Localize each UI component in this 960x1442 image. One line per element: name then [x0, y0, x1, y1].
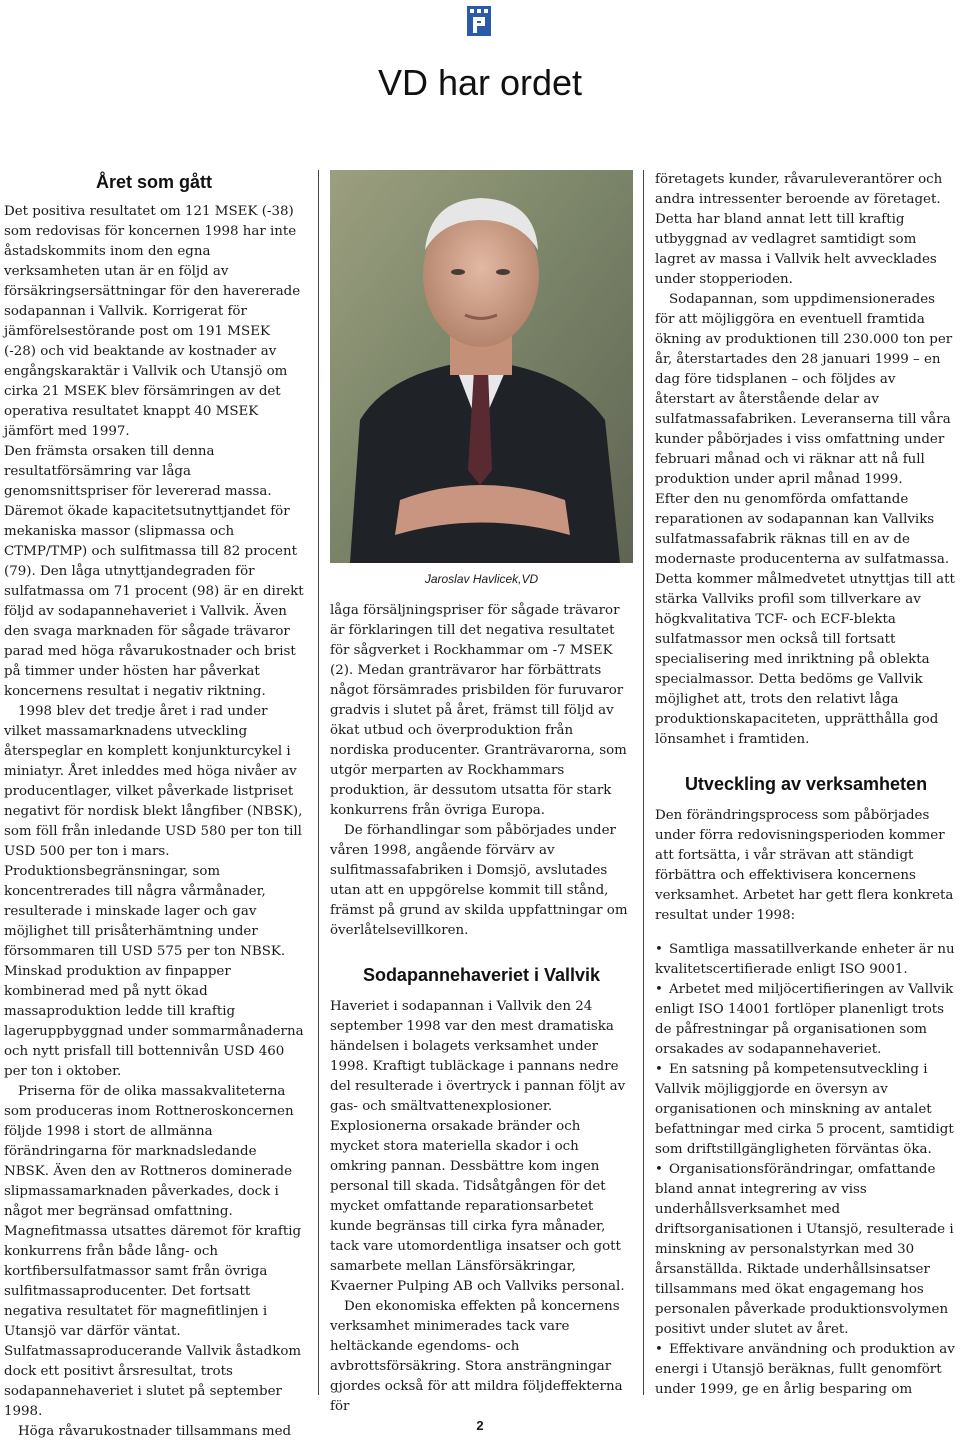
paragraph: Haveriet i sodapannan i Vallvik den 24 september 1998 var den mest dramatiska händelsen i bolagets verksamhet under 1998. Kraftigt tubläckage i pannans nedre del resulterade i övertryck i pannan följt av gas- och smältvattenexplosioner. Explosionerna orsakade bränder och mycket stora materiella skador i och omkring pannan. Dessbättre kom ingen personal till skada. Tidsåtgången för det mycket omfattande reparationsarbetet kunde begränsas till cirka fyra månader, tack vare utomordentliga insatser och gott samarbete mellan Länsförsäkringar, Kvaerner Pulping AB och Vallviks personal.: [330, 999, 626, 1294]
list-item: • En satsning på kompetensutveckling i Vallvik möjliggjorde en översyn av organisationen och minskning av antalet befattningar med cirka 5 procent, samtidigt som driftstillgängligheten förväntas öka.: [655, 1060, 957, 1160]
paragraph: låga försäljningspriser för sågade trävaror är förklaringen till det negativa resultatet för sågverket i Rockhammar om -7 MSEK (2). Medan granträvaror har förbättrats något försämrades prisbilden för furuvaror gradvis i slutet på året, främst till följd av ökat utbud och överproduktion från nordiska producenter. Granträvarorna, som utgör merparten av Rockhammars produktion, är dessutom utsatta för stark konkurrens från övriga Europa.: [330, 603, 627, 818]
section-heading-aret-som-gatt: Året som gått: [95, 172, 212, 192]
column-divider: [643, 170, 644, 1395]
company-logo: [467, 6, 491, 36]
paragraph: Det positiva resultatet om 121 MSEK (-38) som redovisas för koncernen 1998 har inte åstadskommits inom den egna verksamheten utan är en följd av försäkringsersättningar för den havererade sodapannan i Vallvik. Korrigerat för jämförelsestörande post om 191 MSEK (-28) och vid beaktande av kostnader av engångskaraktär i Vallvik och Utansjö om cirka 21 MSEK blev försämringen av det operativa resultatet knappt 40 MSEK jämfört med 1997.: [4, 204, 301, 439]
paragraph: Sodapannan, som uppdimensionerades för att möjliggöra en eventuell framtida ökning av produktionen till 230.000 ton per år, återstartades den 28 januari 1999 – en dag före tidsplanen – och följdes av återstart av återstående delar av sulfatmassafabriken. Leveranserna till våra kunder påbörjades i viss omfattning under februari månad och vi räknar att nå full produktion under april månad 1999.: [655, 292, 953, 487]
paragraph: Den förändringsprocess som påbörjades under förra redovisningsperioden kommer att fortsätta, i vår strävan att ständigt förbättra och effektivisera koncernens verksamhet. Arbetet har gett flera konkreta resultat under 1998:: [655, 808, 954, 923]
column-3: [655, 170, 957, 1400]
page-title: VD har ordet: [377, 62, 583, 103]
paragraph: De förhandlingar som påbörjades under våren 1998, angående förvärv av sulfitmassafabriken i Domsjö, avslutades utan att en uppgörelse kommit till stånd, främst på grund av skilda uppfattningar om överlåtelsevillkoren.: [330, 823, 628, 938]
paragraph: Den ekonomiska effekten på koncernens verksamhet minimerades tack vare heltäckande egendoms- och avbrottsförsäkring. Stora ansträngningar gjordes också för att mildra följdeffekterna för: [330, 1299, 623, 1414]
photo-caption: Jaroslav Havlicek,VD: [424, 572, 539, 586]
list-item: • Samtliga massatillverkande enheter är nu kvalitetscertifierade enligt ISO 9001.: [655, 940, 957, 980]
paragraph: Efter den nu genomförda omfattande reparationen av sodapannan kan Vallviks sulfatmassafabrik räknas till en av de modernaste producenterna av sulfatmassa. Detta kommer målmedvetet utnyttjas till att stärka Vallviks profil som tillverkare av högkvalitativa TCF- och ECF-blekta sulfatmassor men också till fortsatt specialisering med inriktning på oblekta specialmassor. Detta bedöms ge Vallvik möjlighet att, trots den relativt låga produktionskapaciteten, upprätthålla god lönsamhet i framtiden.: [655, 492, 955, 747]
column-1: [4, 170, 304, 1442]
section-heading-utveckling: Utveckling av verksamheten: [684, 774, 928, 794]
bullet-list: [655, 940, 957, 1400]
paragraph: 1998 blev det tredje året i rad under vilket massamarknadens utveckling återspeglar en komplett konjunkturcykel i miniatyr. Året inleddes med höga nivåer av producentlager, vilket påverkade listpriset negativt för nordisk blekt långfiber (NBSK), som föll från inledande USD 580 per ton till USD 500 per ton i mars. Produktionsbegränsningar, som koncentrerades till några vårmånader, resulterade i minskade lager och gav möjlighet till prisåterhämtning under försommaren till USD 575 per ton NBSK. Minskad produktion av finpapper kombinerad med på nytt ökad massaproduktion ledde till kraftig lageruppbyggnad under sommarmånaderna och nytt prisfall till bottennivån USD 460 per ton i oktober.: [4, 704, 304, 1079]
list-item: • Effektivare användning och produktion av energi i Utansjö beräknas, fullt genomfört under 1999, ge en årlig besparing om: [655, 1340, 957, 1400]
paragraph: Höga råvarukostnader tillsammans med: [18, 1424, 292, 1439]
paragraph: företagets kunder, råvaruleverantörer och andra intressenter beroende av företaget. Detta har bland annat lett till kraftig utbyggnad av vedlagret samtidigt som lagret av massa i Vallvik helt avvecklades under stopperioden.: [655, 172, 943, 287]
portrait-photo: [330, 170, 633, 563]
list-item: • Arbetet med miljöcertifieringen av Vallvik enligt ISO 14001 fortlöper planenligt trots de påfrestningar på organisationen som orsakades av sodapannehaveriet.: [655, 980, 957, 1060]
column-2: [330, 170, 633, 1417]
page-number: 2: [476, 1418, 484, 1433]
list-item: • Organisationsförändringar, omfattande bland annat integrering av viss underhållsverksamhet med driftsorganisationen i Utansjö, resulterade i minskning av personalstyrkan med 30 årsanställda. Riktade underhållsinsatser tillsammans med ökat engagemang hos personalen påverkade produktionsvolymen positivt under slutet av året.: [655, 1160, 957, 1340]
section-heading-sodapannehaveriet: Sodapannehaveriet i Vallvik: [362, 965, 601, 985]
column-divider: [318, 170, 319, 1395]
paragraph: Priserna för de olika massakvaliteterna som produceras inom Rottneroskoncernen följde 1998 i stort de allmänna förändringarna för marknadsledande NBSK. Även den av Rottneros dominerade slipmassamarknaden påverkades, dock i något mer begränsad omfattning. Magnefitmassa utsattes däremot för kraftig konkurrens från både lång- och kortfibersulfatmassor samt från övriga sulfitmassaproducenter. Det fortsatt negativa resultatet för magnefitlinjen i Utansjö var därför väntat. Sulfatmassaproducerande Vallvik åstadkom dock ett positivt årsresultat, trots sodapannehaveriet i slutet på september 1998.: [4, 1084, 302, 1419]
paragraph: Den främsta orsaken till denna resultatförsämring var låga genomsnittspriser för levererad massa. Däremot ökade kapacitetsutnyttjandet för mekaniska massor (slipmassa och CTMP/TMP) och sulfitmassa till 82 procent (79). Den låga utnyttjandegraden för sulfatmassa om 71 procent (98) är en direkt följd av sodapannehaveriet i Vallvik. Även den svaga marknaden för sågade trävaror parad med höga råvarukostnader och brist på timmer under hösten har påverkat koncernens resultat i negativ riktning.: [4, 444, 304, 699]
